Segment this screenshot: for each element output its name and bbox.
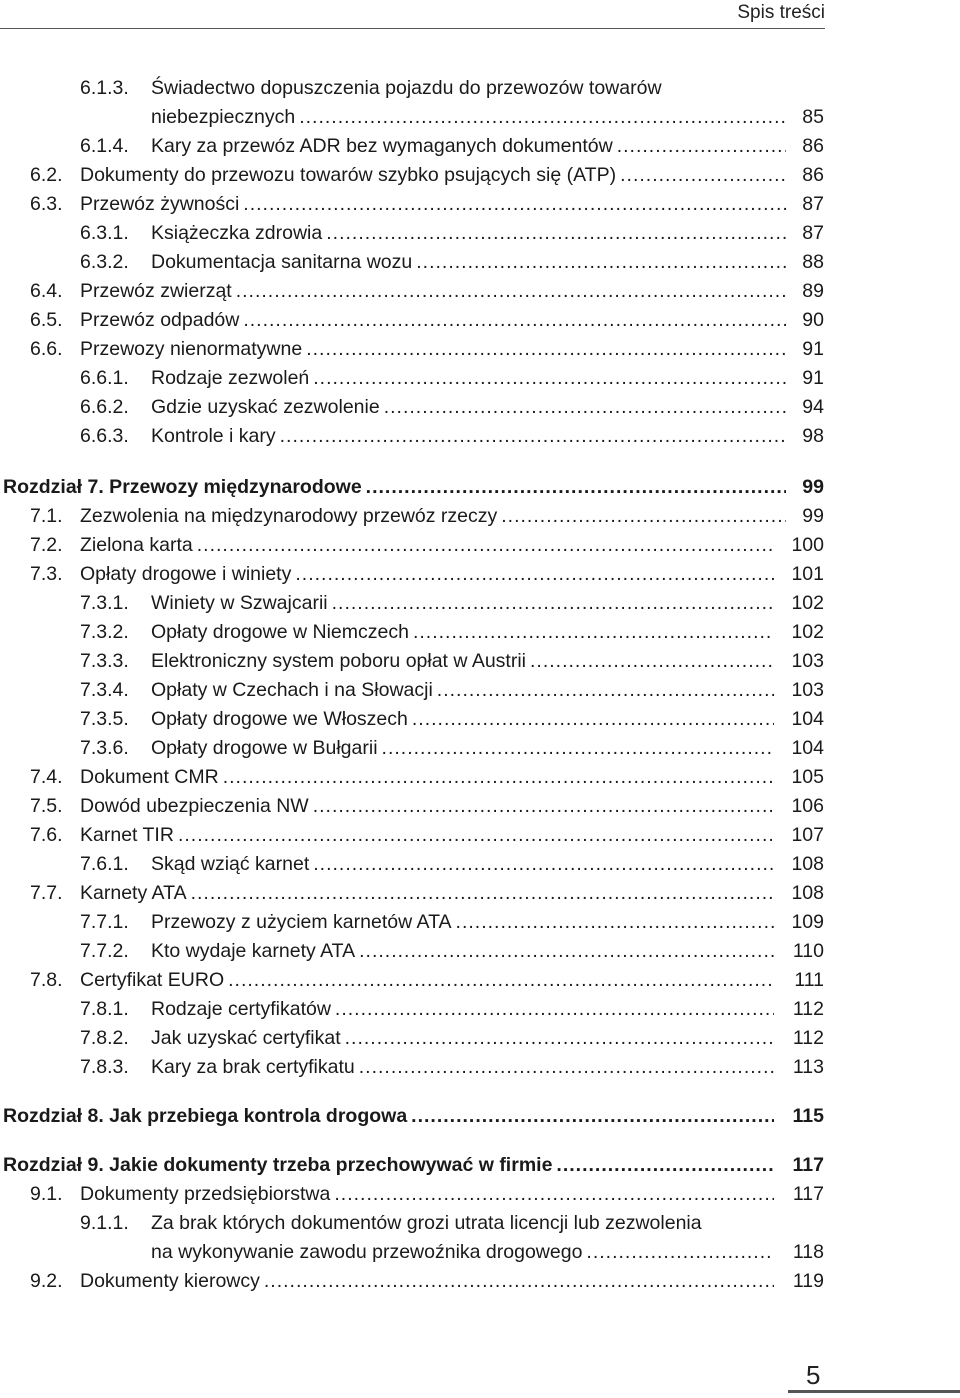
toc-entry-title-wrap — [80, 335, 792, 364]
toc-entry-page: 104 — [791, 737, 824, 759]
toc-entry-title: Jak uzyskać certyfikat — [151, 1027, 341, 1049]
toc-entry-title-wrap — [151, 1053, 780, 1082]
toc-entry-number: 7.3.5. — [80, 708, 129, 730]
toc-entry — [0, 792, 826, 821]
toc-entry-title: Winiety w Szwajcarii — [151, 592, 328, 614]
toc-entry-title: Skąd wziąć karnet — [151, 853, 310, 875]
toc-entry-title: Rodzaje zezwoleń — [151, 367, 310, 389]
toc-entry-title: Dokumenty do przewozu towarów szybko psujących się (ATP) — [80, 164, 617, 186]
dot-leader — [345, 1024, 774, 1053]
toc-chapter-entry — [0, 1102, 826, 1131]
toc-entry-title: na wykonywanie zawodu przewoźnika drogowego — [151, 1241, 583, 1263]
toc-entry-number: 6.3. — [30, 193, 63, 215]
toc-entry-title: Książeczka zdrowia — [151, 222, 323, 244]
toc-entry-number: 9.1. — [30, 1183, 63, 1205]
page-number: 5 — [806, 1360, 821, 1390]
dot-leader — [236, 277, 786, 306]
dot-leader — [332, 589, 774, 618]
toc-entry-number: 6.1.4. — [80, 135, 129, 157]
dot-leader — [191, 879, 774, 908]
toc-entry-title-wrap — [151, 705, 780, 734]
toc-entry-title: Opłaty drogowe w Bułgarii — [151, 737, 378, 759]
dot-leader — [306, 335, 786, 364]
toc-entry — [0, 531, 826, 560]
toc-entry — [0, 190, 826, 219]
dot-leader — [382, 734, 774, 763]
toc-entry-page: 86 — [802, 164, 824, 186]
dot-leader — [299, 103, 786, 132]
toc-entry — [0, 219, 826, 248]
toc-entry — [0, 132, 826, 161]
toc-entry-title: Kary za przewóz ADR bez wymaganych dokumentów — [151, 135, 613, 157]
toc-entry-page: 88 — [802, 251, 824, 273]
toc-entry-title: Przewozy z użyciem karnetów ATA — [151, 911, 452, 933]
toc-entry — [0, 879, 826, 908]
toc-entry-number: 7.3. — [30, 563, 63, 585]
toc-entry-title-wrap — [151, 618, 780, 647]
toc-entry-title-wrap — [80, 792, 780, 821]
toc-entry — [0, 103, 826, 132]
toc-entry-page: 117 — [792, 1183, 824, 1205]
toc-entry-number: 7.6.1. — [80, 853, 129, 875]
toc-entry-title: Zezwolenia na międzynarodowy przewóz rzeczy — [80, 505, 498, 527]
toc-entry-page: 105 — [791, 766, 824, 788]
toc-entry — [0, 705, 826, 734]
header-title: Spis treści — [737, 2, 825, 23]
toc-entry-title-wrap — [80, 306, 792, 335]
toc-entry — [0, 1053, 826, 1082]
toc-entry — [0, 364, 826, 393]
toc-entry-title-wrap — [151, 734, 780, 763]
toc-entry-number: 7.5. — [30, 795, 63, 817]
toc-entry-title: Za brak których dokumentów grozi utrata licencji lub zezwolenia — [151, 1212, 702, 1234]
toc-entry-page: 90 — [802, 309, 824, 331]
footer-rule — [788, 1390, 960, 1393]
toc-entry — [0, 1267, 826, 1296]
toc-entry — [0, 277, 826, 306]
dot-leader — [384, 393, 786, 422]
toc-entry-page: 102 — [791, 592, 824, 614]
dot-leader — [264, 1267, 774, 1296]
dot-leader — [359, 1053, 774, 1082]
dot-leader — [437, 676, 774, 705]
toc-entry — [0, 1024, 826, 1053]
toc-entry-title-wrap — [80, 190, 792, 219]
toc-chapter-entry — [0, 473, 826, 502]
toc-entry-title-wrap — [80, 560, 780, 589]
toc-entry-page: 110 — [792, 940, 824, 962]
toc-entry-title-wrap — [151, 1238, 780, 1267]
toc-entry-title: Karnety ATA — [80, 882, 187, 904]
toc-entry-number: 7.7. — [30, 882, 63, 904]
dot-leader — [501, 502, 786, 531]
toc-entry-title: Kontrole i kary — [151, 425, 276, 447]
toc-entry-page: 108 — [791, 882, 824, 904]
toc-entry-number: 6.5. — [30, 309, 63, 331]
toc-entry — [0, 335, 826, 364]
toc-entry-number: 7.3.3. — [80, 650, 129, 672]
toc-entry-page: 91 — [802, 338, 824, 360]
toc-entry-page: 101 — [791, 563, 824, 585]
toc-entry-number: 9.1.1. — [80, 1212, 129, 1234]
dot-leader — [326, 219, 786, 248]
toc-entry-number: 7.1. — [30, 505, 63, 527]
toc-entry-number: 6.4. — [30, 280, 63, 302]
dot-leader — [412, 705, 774, 734]
toc-entry-title-wrap — [151, 219, 792, 248]
toc-entry-number: 7.8. — [30, 969, 63, 991]
toc-entry-number: 7.8.1. — [80, 998, 129, 1020]
toc-entry-page: 91 — [802, 367, 824, 389]
toc-entry-title: Rozdział 7. Przewozy międzynarodowe — [3, 476, 362, 498]
toc-entry-title-wrap — [151, 937, 780, 966]
toc-entry-title-wrap — [80, 879, 780, 908]
toc-entry-title-wrap — [151, 850, 780, 879]
toc-entry-title-wrap — [151, 422, 792, 451]
toc-entry-page: 94 — [802, 396, 824, 418]
toc-entry-title-wrap — [151, 364, 792, 393]
toc-entry — [0, 560, 826, 589]
toc-entry — [0, 1180, 826, 1209]
dot-leader — [556, 1151, 774, 1180]
toc-entry-title-wrap — [151, 676, 780, 705]
toc-entry — [0, 647, 826, 676]
page-header — [0, 0, 825, 29]
toc-entry-title-wrap — [80, 821, 780, 850]
toc-entry-title-wrap — [80, 502, 792, 531]
toc-entry — [0, 763, 826, 792]
toc-entry — [0, 966, 826, 995]
toc-entry-number: 7.2. — [30, 534, 63, 556]
toc-entry-number: 7.8.2. — [80, 1027, 129, 1049]
toc-entry-number: 6.3.1. — [80, 222, 129, 244]
toc-entry-title: Opłaty w Czechach i na Słowacji — [151, 679, 433, 701]
dot-leader — [228, 966, 774, 995]
dot-leader — [335, 995, 774, 1024]
toc-entry-number: 6.6.2. — [80, 396, 129, 418]
toc-entry — [0, 850, 826, 879]
toc-entry-title-wrap — [3, 1151, 780, 1180]
toc-entry-title-wrap — [151, 74, 792, 103]
toc-entry-title: Kary za brak certyfikatu — [151, 1056, 355, 1078]
toc-entry-title-wrap — [80, 1180, 780, 1209]
toc-entry-title-wrap — [80, 763, 780, 792]
toc-entry-page: 87 — [802, 222, 824, 244]
toc-entry — [0, 618, 826, 647]
toc-entry — [0, 74, 826, 103]
toc-entry-number: 6.3.2. — [80, 251, 129, 273]
toc-entry-page: 89 — [802, 280, 824, 302]
toc-entry-title-wrap — [3, 473, 792, 502]
toc-entry-title: Przewóz zwierząt — [80, 280, 232, 302]
toc-entry-title: Kto wydaje karnety ATA — [151, 940, 356, 962]
toc-entry-page: 112 — [792, 1027, 824, 1049]
toc-entry-title: Dokumenty przedsiębiorstwa — [80, 1183, 331, 1205]
toc-entry-number: 7.6. — [30, 824, 63, 846]
toc-entry-title: Rodzaje certyfikatów — [151, 998, 331, 1020]
toc-entry-number: 7.4. — [30, 766, 63, 788]
toc-entry-title: Elektroniczny system poboru opłat w Austrii — [151, 650, 526, 672]
dot-leader — [313, 792, 774, 821]
toc-entry-number: 6.6.1. — [80, 367, 129, 389]
dot-leader — [197, 531, 774, 560]
toc-entry — [0, 161, 826, 190]
dot-leader — [416, 248, 786, 277]
toc-entry-title: Świadectwo dopuszczenia pojazdu do przewozów towarów — [151, 77, 662, 99]
toc-entry-title: Opłaty drogowe i winiety — [80, 563, 292, 585]
toc-entry-title: Dokumenty kierowcy — [80, 1270, 260, 1292]
toc-entry-title-wrap — [3, 1102, 780, 1131]
toc-entry — [0, 734, 826, 763]
dot-leader — [313, 850, 774, 879]
toc-entry-page: 86 — [802, 135, 824, 157]
toc-entry-title-wrap — [151, 1209, 792, 1238]
toc-entry-title: Certyfikat EURO — [80, 969, 225, 991]
toc-entry-page: 108 — [791, 853, 824, 875]
toc-entry-page: 118 — [792, 1241, 824, 1263]
toc-entry-page: 99 — [802, 476, 824, 498]
toc-entry — [0, 676, 826, 705]
dot-leader — [313, 364, 786, 393]
toc-entry-title: Dokumentacja sanitarna wozu — [151, 251, 413, 273]
toc-entry — [0, 1209, 826, 1238]
dot-leader — [366, 473, 786, 502]
toc-entry — [0, 589, 826, 618]
toc-entry-page: 104 — [791, 708, 824, 730]
dot-leader — [280, 422, 786, 451]
toc-entry-number: 7.3.4. — [80, 679, 129, 701]
toc-entry-page: 103 — [791, 679, 824, 701]
toc-entry-title: Opłaty drogowe w Niemczech — [151, 621, 409, 643]
toc-entry-title: Przewóz odpadów — [80, 309, 240, 331]
dot-leader — [223, 763, 774, 792]
toc-entry-page: 115 — [792, 1105, 824, 1127]
toc-entry — [0, 393, 826, 422]
toc-entry-page: 102 — [791, 621, 824, 643]
toc-entry-title: Zielona karta — [80, 534, 193, 556]
toc-entry-title-wrap — [80, 966, 780, 995]
toc-entry-title-wrap — [151, 103, 792, 132]
toc-entry-page: 99 — [802, 505, 824, 527]
toc-entry — [0, 908, 826, 937]
toc-entry-title-wrap — [151, 589, 780, 618]
toc-entry — [0, 502, 826, 531]
toc-entry-number: 6.6.3. — [80, 425, 129, 447]
toc-entry-number: 9.2. — [30, 1270, 63, 1292]
dot-leader — [334, 1180, 774, 1209]
toc-entry-title-wrap — [151, 393, 792, 422]
dot-leader — [178, 821, 774, 850]
toc-chapter-entry — [0, 1151, 826, 1180]
toc-entry-title: Karnet TIR — [80, 824, 174, 846]
dot-leader — [411, 1102, 774, 1131]
toc-entry-page: 100 — [791, 534, 824, 556]
toc-entry-title-wrap — [151, 132, 792, 161]
dot-leader — [456, 908, 774, 937]
toc-entry-title: Dowód ubezpieczenia NW — [80, 795, 309, 817]
toc-entry-number: 7.3.2. — [80, 621, 129, 643]
toc-entry-title-wrap — [151, 248, 792, 277]
toc-entry-page: 107 — [791, 824, 824, 846]
toc-entry-page: 113 — [792, 1056, 824, 1078]
toc-entry-title: Gdzie uzyskać zezwolenie — [151, 396, 380, 418]
toc-entry-number: 6.6. — [30, 338, 63, 360]
toc-entry-title-wrap — [80, 161, 792, 190]
toc-entry-title-wrap — [151, 1024, 780, 1053]
toc-entry-page: 112 — [792, 998, 824, 1020]
toc-entry-number: 7.3.1. — [80, 592, 129, 614]
toc-entry-title: Rozdział 9. Jakie dokumenty trzeba przechowywać w firmie — [3, 1154, 553, 1176]
dot-leader — [413, 618, 774, 647]
toc-entry-title: Rozdział 8. Jak przebiega kontrola drogowa — [3, 1105, 408, 1127]
toc-entry-page: 98 — [802, 425, 824, 447]
toc-entry-page: 109 — [791, 911, 824, 933]
toc-entry — [0, 937, 826, 966]
toc-entry-title: Dokument CMR — [80, 766, 219, 788]
toc-entry — [0, 306, 826, 335]
toc-entry-page: 117 — [792, 1154, 824, 1176]
toc-entry-page: 87 — [802, 193, 824, 215]
toc-entry-page: 111 — [794, 969, 824, 991]
toc-entry-title-wrap — [151, 908, 780, 937]
toc-entry-page: 106 — [791, 795, 824, 817]
dot-leader — [359, 937, 774, 966]
toc-entry — [0, 995, 826, 1024]
dot-leader — [620, 161, 786, 190]
toc-entry-page: 85 — [802, 106, 824, 128]
toc-entry-title: Przewóz żywności — [80, 193, 240, 215]
dot-leader — [586, 1238, 774, 1267]
toc-entry-title-wrap — [151, 995, 780, 1024]
toc-entry-title: niebezpiecznych — [151, 106, 296, 128]
toc-entry-title-wrap — [80, 277, 792, 306]
toc-entry-title: Opłaty drogowe we Włoszech — [151, 708, 408, 730]
toc-entry-title: Przewozy nienormatywne — [80, 338, 303, 360]
toc-entry-page: 119 — [792, 1270, 824, 1292]
toc-entry-number: 7.7.2. — [80, 940, 129, 962]
toc-entry — [0, 1238, 826, 1267]
dot-leader — [617, 132, 786, 161]
toc-entry — [0, 821, 826, 850]
toc-entry-number: 7.3.6. — [80, 737, 129, 759]
dot-leader — [295, 560, 774, 589]
toc-entry-title-wrap — [80, 531, 780, 560]
toc-entry — [0, 248, 826, 277]
toc-entry-number: 6.2. — [30, 164, 63, 186]
dot-leader — [243, 306, 786, 335]
toc-entry-title-wrap — [151, 647, 780, 676]
toc-entry-number: 6.1.3. — [80, 77, 129, 99]
toc-entry — [0, 422, 826, 451]
toc-entry-page: 103 — [791, 650, 824, 672]
toc-entry-number: 7.8.3. — [80, 1056, 129, 1078]
toc-entry-title-wrap — [80, 1267, 780, 1296]
dot-leader — [243, 190, 786, 219]
dot-leader — [530, 647, 774, 676]
toc-entry-number: 7.7.1. — [80, 911, 129, 933]
